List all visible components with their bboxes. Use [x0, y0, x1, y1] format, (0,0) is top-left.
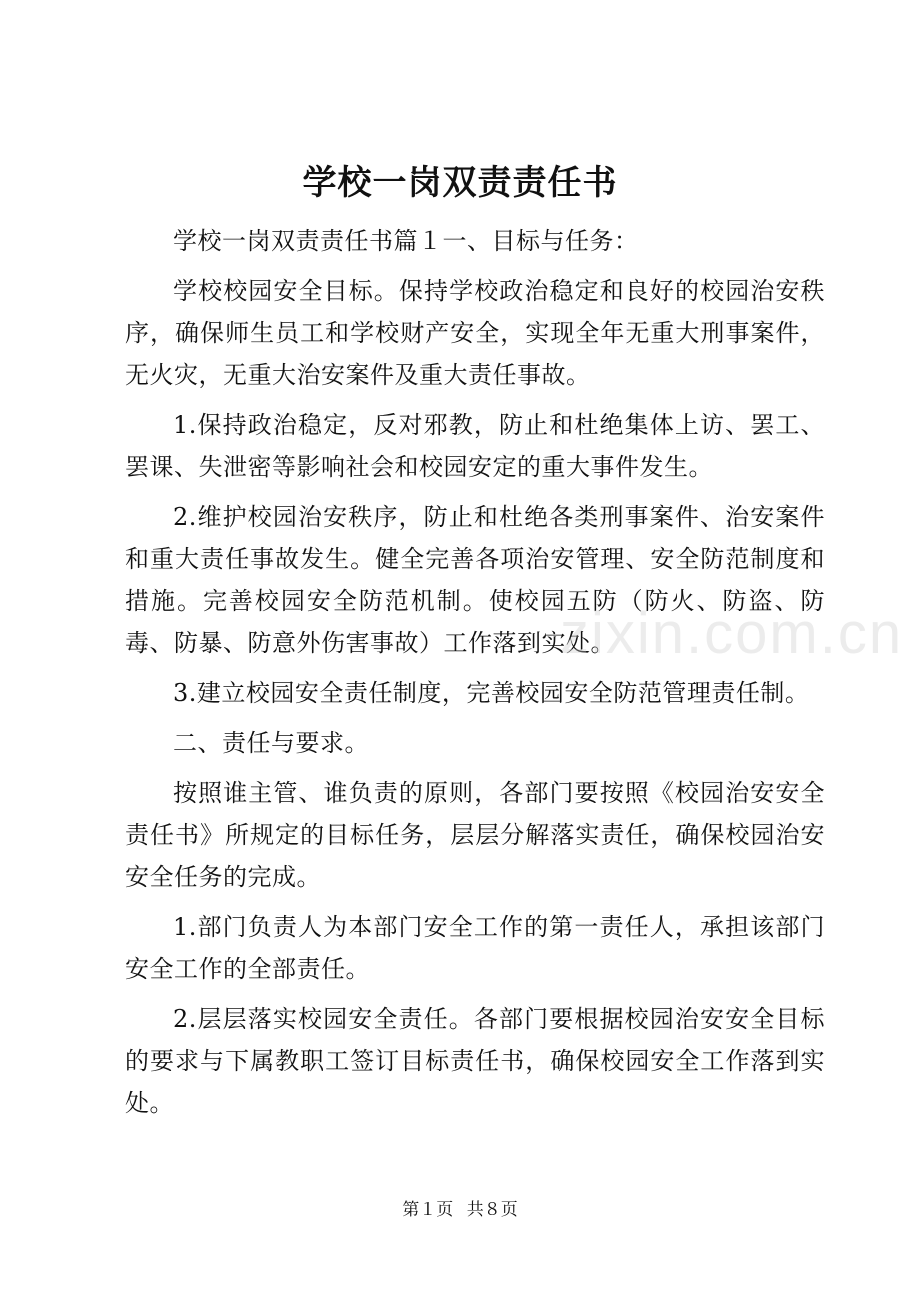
paragraph: 1.保持政治稳定，反对邪教，防止和杜绝集体上访、罢工、罢课、失泄密等影响社会和校园安定的重大事件发生。	[125, 411, 825, 481]
page-footer	[0, 1198, 920, 1222]
document-title: 学校一岗双责责任书	[302, 163, 618, 203]
paragraph: 按照谁主管、谁负责的原则，各部门要按照《校园治安安全责任书》所规定的目标任务，层层分解落实责任，确保校园治安安全任务的完成。	[125, 779, 825, 891]
paragraph: 3.建立校园安全责任制度，完善校园安全防范管理责任制。	[173, 679, 810, 707]
page-total: 共８页	[466, 1200, 518, 1220]
paragraph: 学校一岗双责责任书篇１一、目标与任务：	[173, 227, 639, 255]
paragraph: 学校校园安全目标。保持学校政治稳定和良好的校园治安秩序，确保师生员工和学校财产安全，实现全年无重大刑事案件，无火灾，无重大治安案件及重大责任事故。	[125, 277, 825, 389]
document-body	[125, 220, 825, 1132]
paragraph: 1.部门负责人为本部门安全工作的第一责任人，承担该部门安全工作的全部责任。	[125, 913, 825, 983]
paragraph: 2.维护校园治安秩序，防止和杜绝各类刑事案件、治安案件和重大责任事故发生。健全完善各项治安管理、安全防范制度和措施。完善校园安全防范机制。使校园五防（防火、防盗、防毒、防暴、防意外伤害事故）工作落到实处。	[125, 503, 825, 657]
paragraph: 二、责任与要求。	[173, 729, 369, 757]
page-current: 第１页	[402, 1200, 454, 1220]
watermark-text: zixin.com.cn	[560, 601, 904, 666]
paragraph: 2.层层落实校园安全责任。各部门要根据校园治安安全目标的要求与下属教职工签订目标责任书，确保校园安全工作落到实处。	[125, 1005, 825, 1117]
